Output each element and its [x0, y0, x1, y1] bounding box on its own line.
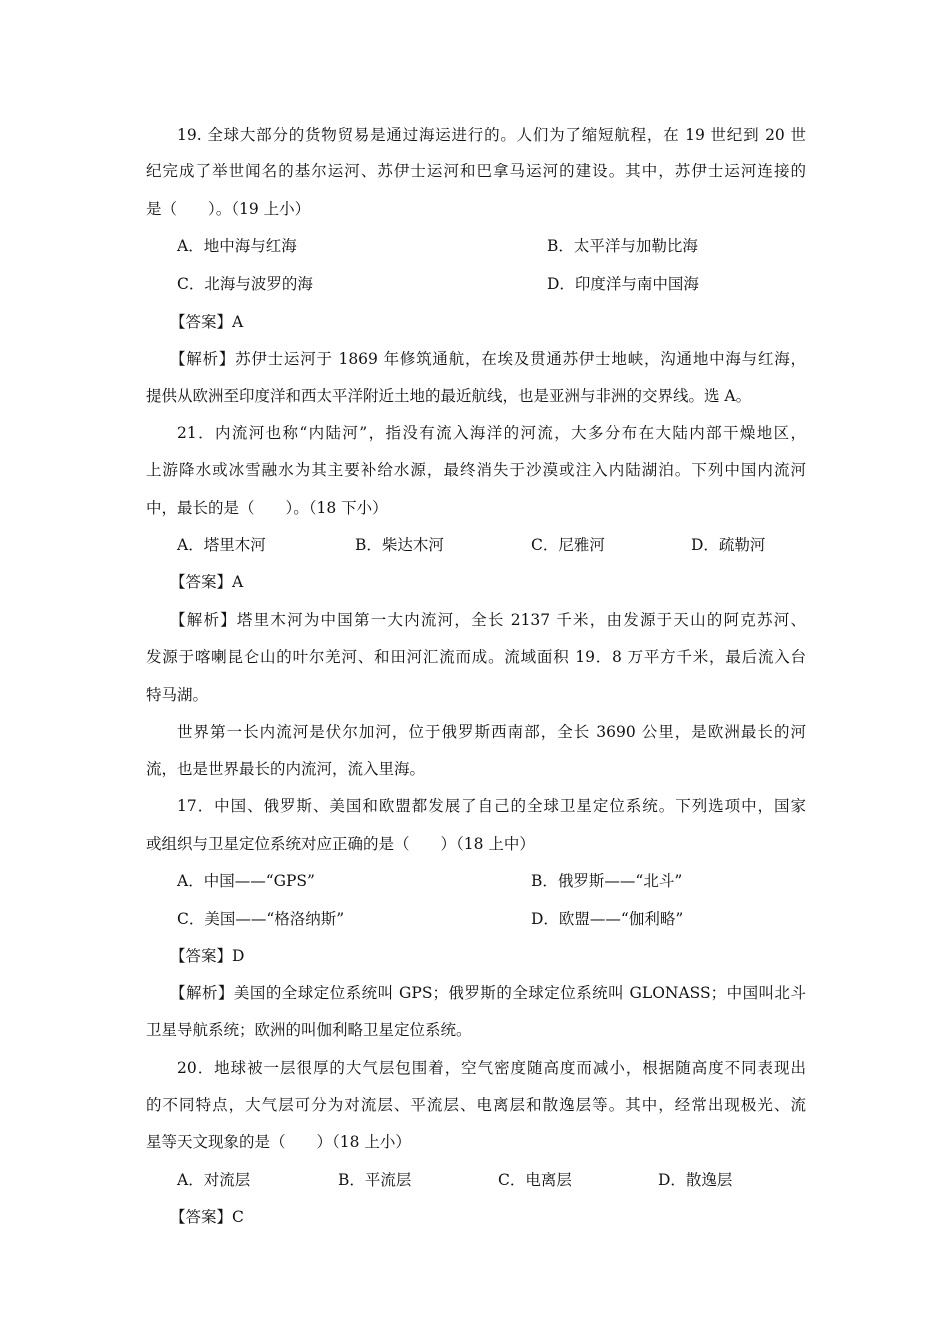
q20-option-d: D．散逸层 [658, 1171, 733, 1189]
q21-answer: 【答案】A [170, 573, 244, 591]
q20-stem-line-2: 的不同特点，大气层可分为对流层、平流层、电离层和散逸层等。其中，经常出现极光、流 [146, 1096, 806, 1114]
q17-option-b: B．俄罗斯——“北斗” [531, 872, 683, 890]
q17-option-c: C．美国——“格洛纳斯” [177, 910, 345, 928]
q20-stem-line-3: 星等天文现象的是（ ）（18 上小） [146, 1133, 411, 1151]
q21-explanation-line-2: 发源于喀喇昆仑山的叶尔羌河、和田河汇流而成。流域面积 19．8 万平方千米，最后流入台 [146, 648, 806, 666]
q21-explanation-line-3: 特马湖。 [146, 686, 209, 704]
q19-option-d: D．印度洋与南中国海 [547, 275, 699, 293]
q19-explanation-line-1: 【解析】苏伊士运河于 1869 年修筑通航，在埃及贯通苏伊士地峡，沟通地中海与红海， [170, 350, 806, 368]
q21-extra-line-2: 流，也是世界最长的内流河，流入里海。 [146, 760, 426, 778]
q21-option-b: B．柴达木河 [355, 536, 444, 554]
q21-option-c: C．尼雅河 [531, 536, 605, 554]
q17-option-a: A．中国——“GPS” [177, 872, 315, 890]
q21-extra-line-1: 世界第一长内流河是伏尔加河，位于俄罗斯西南部，全长 3690 公里，是欧洲最长的河 [177, 723, 806, 741]
q19-stem-line-1: 19. 全球大部分的货物贸易是通过海运进行的。人们为了缩短航程，在 19 世纪到 20 世 [177, 126, 806, 144]
q17-explanation-line-1: 【解析】美国的全球定位系统叫 GPS；俄罗斯的全球定位系统叫 GLONASS；中国叫北斗 [170, 984, 806, 1002]
q17-answer: 【答案】D [170, 947, 245, 965]
q17-explanation-line-2: 卫星导航系统；欧洲的叫伽利略卫星定位系统。 [146, 1021, 472, 1039]
q17-stem-line-2: 或组织与卫星定位系统对应正确的是（ ）（18 上中） [146, 835, 535, 853]
q19-option-a: A．地中海与红海 [177, 237, 297, 255]
q21-explanation-line-1: 【解析】塔里木河为中国第一大内流河，全长 2137 千米，由发源于天山的阿克苏河、 [170, 611, 806, 629]
q21-option-d: D．疏勒河 [691, 536, 766, 554]
q20-answer: 【答案】C [170, 1208, 244, 1226]
q21-stem-line-3: 中，最长的是（ ）。（18 下小） [146, 499, 388, 517]
q19-option-c: C．北海与波罗的海 [177, 275, 313, 293]
q19-answer: 【答案】A [170, 313, 244, 331]
q20-stem-line-1: 20．地球被一层很厚的大气层包围着，空气密度随高度而减小，根据随高度不同表现出 [177, 1059, 806, 1077]
q19-stem-line-3: 是（ ）。（19 上小） [146, 200, 311, 218]
q20-option-a: A．对流层 [177, 1171, 251, 1189]
q19-stem-line-2: 纪完成了举世闻名的基尔运河、苏伊士运河和巴拿马运河的建设。其中，苏伊士运河连接的 [146, 162, 806, 180]
q20-option-c: C．电离层 [498, 1171, 572, 1189]
q17-option-d: D．欧盟——“伽利略” [531, 910, 684, 928]
q20-option-b: B．平流层 [338, 1171, 412, 1189]
q19-explanation-line-2: 提供从欧洲至印度洋和西太平洋附近土地的最近航线，也是亚洲与非洲的交界线。选 A。 [146, 387, 752, 405]
q21-stem-line-2: 上游降水或冰雪融水为其主要补给水源，最终消失于沙漠或注入内陆湖泊。下列中国内流河 [146, 461, 806, 479]
q19-option-b: B．太平洋与加勒比海 [547, 237, 698, 255]
q21-stem-line-1: 21．内流河也称“内陆河”，指没有流入海洋的河流，大多分布在大陆内部干燥地区， [177, 424, 806, 442]
q17-stem-line-1: 17．中国、俄罗斯、美国和欧盟都发展了自己的全球卫星定位系统。下列选项中，国家 [177, 797, 806, 815]
q21-option-a: A．塔里木河 [177, 536, 266, 554]
